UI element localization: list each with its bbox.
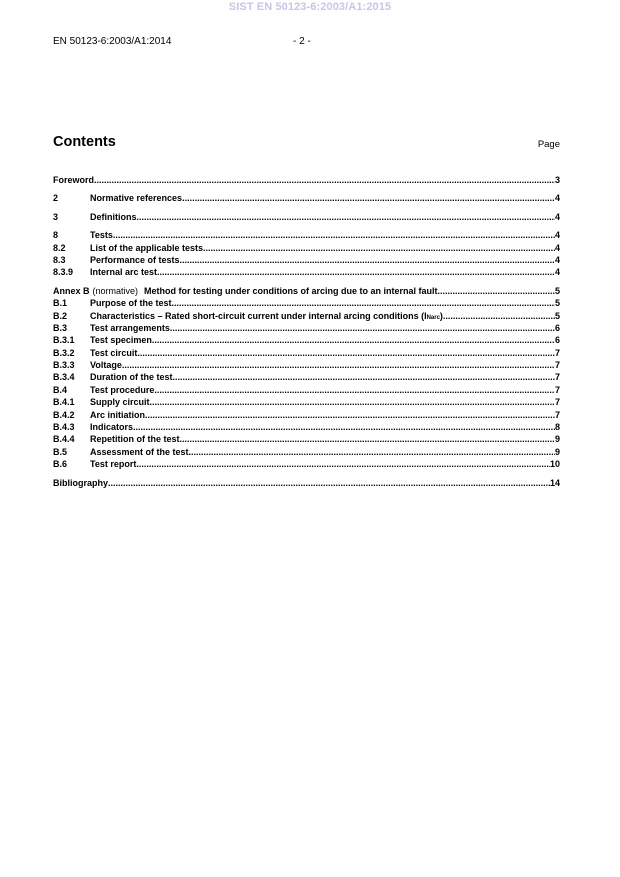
toc-entry-number: B.4 <box>53 384 68 395</box>
toc-entry-page: 4 <box>554 254 560 265</box>
toc-entry-page: 6 <box>554 322 560 333</box>
toc-entry-page: 7 <box>554 360 560 371</box>
dot-leader <box>172 297 555 309</box>
toc-entry-title: Normative references <box>90 193 183 204</box>
contents-heading: Contents <box>53 134 116 150</box>
toc-entry-title: Purpose of the test <box>90 298 172 309</box>
dot-leader <box>152 334 555 346</box>
toc-entry-title: Indicators <box>90 422 134 433</box>
toc-entry-page: 5 <box>554 285 560 296</box>
toc-entry-title: Definitions <box>90 211 137 222</box>
dot-leader <box>137 347 555 359</box>
toc-entry-title: Assessment of the test <box>90 446 189 457</box>
toc-entry <box>53 446 560 458</box>
toc-entry-page: 6 <box>554 335 560 346</box>
table-of-contents <box>53 174 560 489</box>
dot-leader <box>108 477 550 489</box>
toc-group <box>53 211 560 223</box>
toc-entry-page: 8 <box>554 422 560 433</box>
toc-entry <box>53 310 560 322</box>
toc-entry-title: Repetition of the test <box>90 434 180 445</box>
dot-leader <box>122 359 555 371</box>
dot-leader <box>182 192 555 204</box>
toc-entry-number: 8.3 <box>53 254 66 265</box>
toc-group <box>53 477 560 489</box>
toc-entry <box>53 347 560 359</box>
dot-leader <box>173 371 555 383</box>
toc-entry-number: B.3 <box>53 322 68 333</box>
dot-leader <box>180 433 555 445</box>
dot-leader <box>438 285 555 297</box>
toc-entry-title: Characteristics – Rated short-circuit current under internal arcing conditions (I <box>90 310 427 321</box>
dot-leader <box>133 421 555 433</box>
toc-entry-page: 10 <box>549 459 560 470</box>
toc-entry-title: Voltage <box>90 360 122 371</box>
dot-leader <box>443 310 555 322</box>
toc-entry-title: Internal arc test <box>90 267 158 278</box>
toc-entry <box>53 266 560 278</box>
toc-entry <box>53 458 560 470</box>
toc-entry-page: 5 <box>554 298 560 309</box>
toc-entry-page: 3 <box>554 175 560 185</box>
toc-entry <box>53 254 560 266</box>
toc-entry-number: B.3.3 <box>53 360 75 371</box>
dot-leader <box>189 446 555 458</box>
toc-entry <box>53 359 560 371</box>
toc-entry-number: 2 <box>53 193 59 204</box>
toc-entry-number: B.4.1 <box>53 397 75 408</box>
toc-entry-label: Annex B <box>53 285 90 296</box>
toc-entry <box>53 285 560 297</box>
toc-entry-page: 7 <box>554 372 560 383</box>
toc-entry-number: B.3.1 <box>53 335 75 346</box>
toc-entry <box>53 334 560 346</box>
toc-entry-page: 4 <box>554 242 560 253</box>
dot-leader <box>137 211 555 223</box>
toc-entry <box>53 384 560 396</box>
toc-entry-title: Test specimen <box>90 335 152 346</box>
toc-entry-title: Foreword <box>53 175 95 185</box>
toc-entry-number: B.6 <box>53 459 68 470</box>
dot-leader <box>180 254 555 266</box>
dot-leader <box>94 174 555 186</box>
toc-entry-number: 3 <box>53 211 59 222</box>
toc-entry-title: Bibliography <box>53 477 109 488</box>
toc-entry-title: Method for testing under conditions of arcing due to an internal fault <box>144 285 438 296</box>
toc-group <box>53 285 560 471</box>
toc-entry-page: 4 <box>554 267 560 278</box>
dot-leader <box>170 322 555 334</box>
toc-entry-number: B.4.2 <box>53 409 75 420</box>
toc-entry <box>53 371 560 383</box>
dot-leader <box>157 266 555 278</box>
toc-entry-number: B.3.2 <box>53 347 75 358</box>
dot-leader <box>113 229 555 241</box>
toc-entry-title: Test procedure <box>90 384 155 395</box>
toc-entry <box>53 477 560 489</box>
toc-entry-page: 9 <box>554 446 560 457</box>
toc-entry <box>53 297 560 309</box>
toc-entry-qualifier: (normative) <box>92 285 139 296</box>
toc-entry-number: 8.2 <box>53 242 66 253</box>
toc-entry-number: B.4.3 <box>53 422 75 433</box>
toc-group <box>53 192 560 204</box>
toc-entry-number: B.1 <box>53 298 68 309</box>
page-column-label: Page <box>537 139 560 150</box>
watermark: SIST EN 50123-6:2003/A1:2015 <box>228 1 392 13</box>
toc-entry-title: Supply circuit <box>90 397 150 408</box>
dot-leader <box>145 409 555 421</box>
toc-entry-title: Test report <box>90 459 137 470</box>
toc-group <box>53 229 560 279</box>
dot-leader <box>150 396 555 408</box>
toc-group <box>53 174 560 186</box>
dot-leader <box>136 458 550 470</box>
toc-entry <box>53 409 560 421</box>
toc-entry <box>53 192 560 204</box>
toc-entry-page: 4 <box>554 230 560 241</box>
toc-entry-page: 5 <box>554 310 560 321</box>
dot-leader <box>203 242 555 254</box>
page-number: - 2 - <box>293 36 311 47</box>
dot-leader <box>154 384 555 396</box>
toc-entry-title: Test circuit <box>90 347 138 358</box>
toc-entry-title: Performance of tests <box>90 254 180 265</box>
toc-entry-title: Tests <box>90 230 113 241</box>
toc-entry <box>53 174 560 186</box>
toc-entry-page: 7 <box>554 397 560 408</box>
toc-entry-title: Arc initiation <box>90 409 146 420</box>
toc-entry-page: 4 <box>554 211 560 222</box>
toc-entry-page: 7 <box>554 347 560 358</box>
toc-entry-page: 7 <box>554 384 560 395</box>
toc-entry-page: 14 <box>549 477 560 488</box>
toc-entry-page: 9 <box>554 434 560 445</box>
toc-entry-title: Test arrangements <box>90 322 170 333</box>
toc-entry-number: B.3.4 <box>53 372 75 383</box>
toc-entry-title: List of the applicable tests <box>90 242 204 253</box>
toc-entry <box>53 229 560 241</box>
toc-entry-number: B.4.4 <box>53 434 75 445</box>
toc-entry-page: 7 <box>554 409 560 420</box>
toc-entry-page: 4 <box>554 193 560 204</box>
toc-entry-number: B.5 <box>53 446 68 457</box>
toc-entry <box>53 396 560 408</box>
toc-entry <box>53 242 560 254</box>
toc-entry <box>53 421 560 433</box>
toc-entry <box>53 322 560 334</box>
toc-entry <box>53 433 560 445</box>
toc-entry-title-suffix: ) <box>439 310 443 321</box>
toc-entry-title: Duration of the test <box>90 372 173 383</box>
toc-entry-number: 8.3.9 <box>53 267 74 278</box>
toc-entry-number: B.2 <box>53 310 68 321</box>
document-id: EN 50123-6:2003/A1:2014 <box>53 36 172 47</box>
toc-entry-number: 8 <box>53 230 59 241</box>
toc-entry <box>53 211 560 223</box>
toc-entry-subscript: Narc <box>426 314 440 321</box>
